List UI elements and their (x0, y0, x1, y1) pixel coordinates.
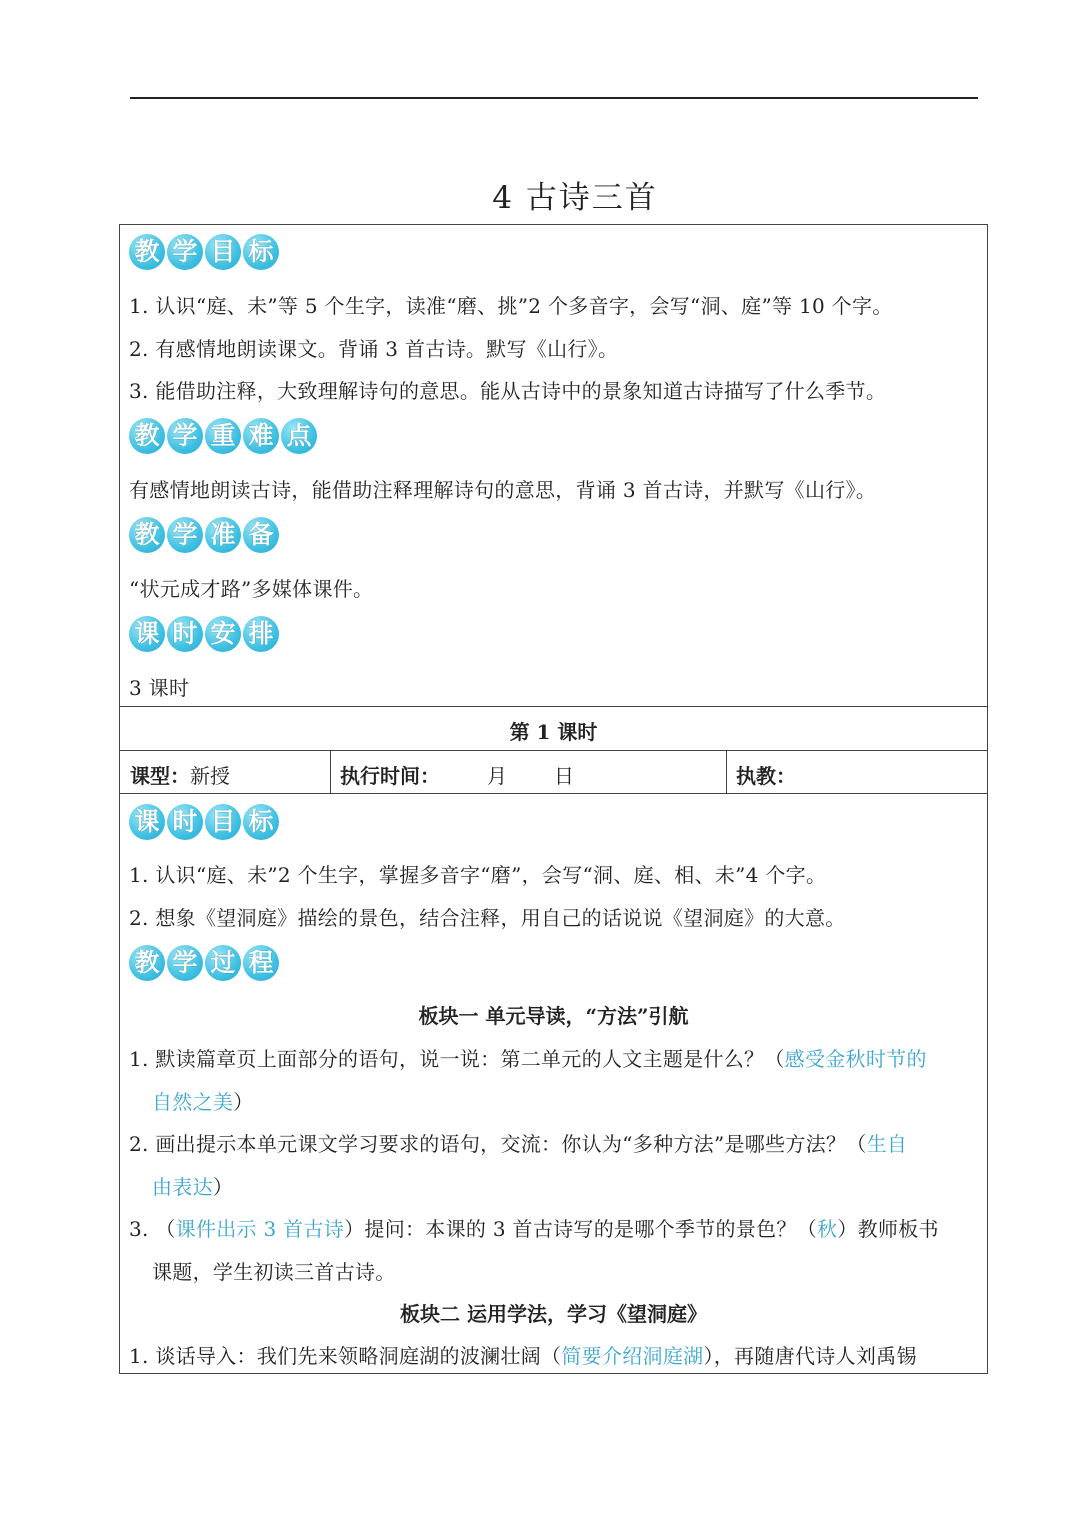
goals-badge: 教 学 目 标 (129, 234, 279, 270)
schedule-text: 3 课时 (129, 676, 190, 700)
schedule-badge: 课 时 安 排 (129, 616, 279, 652)
process-step-cont: 自然之美） (152, 1090, 254, 1114)
page-title: 4 古诗三首 (492, 180, 658, 216)
goal-item: 1. 认识“庭、未”等 5 个生字，读准“磨、挑”2 个多音字，会写“洞、庭”等 10 个字。 (129, 294, 893, 318)
preparation-text: “状元成才路”多媒体课件。 (129, 577, 374, 601)
goal-item: 3. 能借助注释，大致理解诗句的意思。能从古诗中的景象知道古诗描写了什么季节。 (129, 379, 887, 403)
lesson-goal-item: 2. 想象《望洞庭》描绘的景色，结合注释，用自己的话说说《望洞庭》的大意。 (129, 906, 846, 930)
preparation-badge: 教 学 准 备 (129, 517, 279, 553)
header-rule (130, 97, 978, 99)
lesson-goals-badge: 课 时 目 标 (129, 804, 279, 840)
process-step-cont: 由表达） (152, 1175, 234, 1199)
process-step: 3. （课件出示 3 首古诗）提问：本课的 3 首古诗写的是哪个季节的景色？（秋）教师板书 (129, 1217, 939, 1241)
lesson-goal-item: 1. 认识“庭、未”2 个生字，掌握多音字“磨”，会写“洞、庭、相、未”4 个字。 (129, 863, 827, 887)
process-badge: 教 学 过 程 (129, 945, 279, 981)
table-divider (119, 750, 988, 751)
lesson-type: 课型：新授 (130, 764, 230, 788)
table-col-divider (726, 750, 727, 794)
lesson-header: 第 1 课时 (509, 720, 598, 744)
block1-title: 板块一 单元导读，“方法”引航 (418, 1004, 689, 1028)
goal-item: 2. 有感情地朗读课文。背诵 3 首古诗。默写《山行》。 (129, 337, 619, 361)
teacher-field: 执教： (736, 764, 796, 788)
key-points-text: 有感情地朗读古诗，能借助注释理解诗句的意思，背诵 3 首古诗，并默写《山行》。 (129, 478, 877, 502)
process-step-cont: 课题，学生初读三首古诗。 (152, 1260, 396, 1284)
execution-time: 执行时间： 月 日 (340, 764, 574, 788)
table-col-divider (330, 750, 331, 794)
key-points-badge: 教 学 重 难 点 (129, 418, 317, 454)
process-step: 2. 画出提示本单元课文学习要求的语句，交流：你认为“多种方法”是哪些方法？（生自 (129, 1132, 908, 1156)
table-divider (119, 706, 988, 707)
process-step: 1. 谈话导入：我们先来领略洞庭湖的波澜壮阔（简要介绍洞庭湖），再随唐代诗人刘禹锡 (129, 1344, 917, 1368)
table-divider (119, 793, 988, 794)
process-step: 1. 默读篇章页上面部分的语句，说一说：第二单元的人文主题是什么？（感受金秋时节的 (129, 1047, 927, 1071)
block2-title: 板块二 运用学法，学习《望洞庭》 (400, 1302, 707, 1326)
